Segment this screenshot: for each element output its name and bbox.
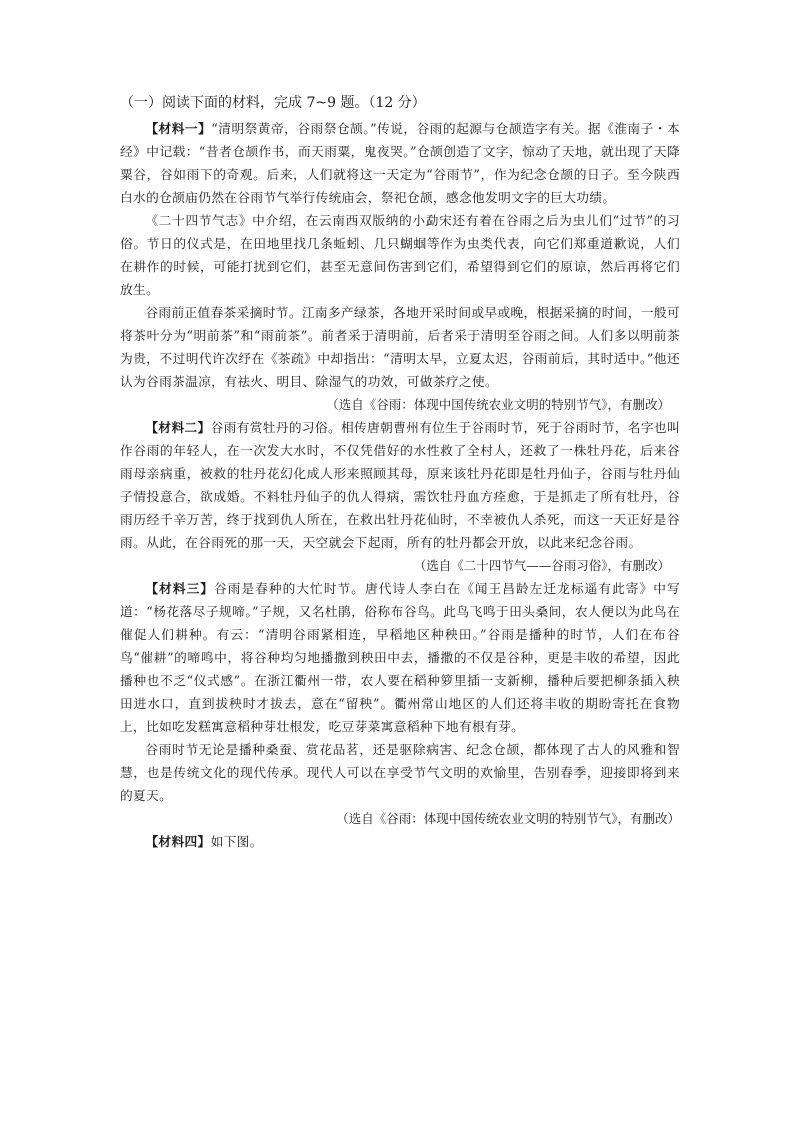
question-heading: （一）阅读下面的材料，完成 7~9 题。（12 分）: [120, 95, 426, 111]
material1-paragraph-2: 《二十四节气志》中介绍，在云南西双版纳的小勐宋还有着在谷雨之后为虫儿们“过节”的习俗。节日的仪式是，在田地里找几条蚯蚓、几只蝴蝈等作为虫类代表，向它们郑重道歉说，人们在耕作的时候，可能打扰到它们，甚至无意间伤害到它们，希望得到它们的原谅，然后再将它们放生。: [120, 213, 680, 297]
material1-paragraph-1: [120, 117, 680, 209]
material2-source: （选自《二十四节气——谷雨习俗》，有删改）: [413, 558, 670, 573]
material1-text-1: “清明祭黄帝，谷雨祭仓颉。”传说，谷雨的起源与仓颉造字有关。据《淮南子・本经》中记载：“昔者仓颉作书，而天雨粟，鬼夜哭。”仓颉创造了文字，惊动了天地，就出现了天降粟谷，谷如雨下的奇观。后来，人们就将这一天定为“谷雨节”，作为纪念仓颉的日子。至今陕西白水的仓颉庙仍然在谷雨节气举行传统庙会，祭祀仓颉，感念他发明文字的巨大功绩。: [120, 121, 681, 205]
material3-paragraph-2: 谷雨时节无论是播种桑蚕、赏花品茗，还是驱除病害、纪念仓颉，都体现了古人的风雅和智慧，也是传统文化的现代传承。现代人可以在享受节气文明的欢愉里，告别春季，迎接即将到来的夏天。: [120, 742, 680, 803]
material2-text-1: 谷雨有赏牡丹的习俗。相传唐朝曹州有位生于谷雨时节，死于谷雨时节，名字也叫作谷雨的年轻人，在一次发大水时，不仅凭借好的水性救了全村人，还救了一株牡丹花，后来谷雨母亲病重，被救的牡丹花幻化成人形来照顾其母，原来该牡丹花即是牡丹仙子，谷雨与牡丹仙子情投意合，欲成婚。不料牡丹仙子的仇人得病，需饮牡丹血方痊愈，于是抓走了所有牡丹，谷雨历经千辛万苦，终于找到仇人所在，在救出牡丹花仙时，不幸被仇人杀死，而这一天正好是谷雨。从此，在谷雨死的那一天，天空就会下起雨，所有的牡丹都会开放，以此来纪念谷雨。: [120, 420, 680, 550]
material3-paragraph-1: [120, 577, 680, 738]
material2-paragraph-1: [120, 416, 680, 554]
material4-paragraph: [120, 830, 680, 853]
material3-text-1: 谷雨是春种的大忙时节。唐代诗人李白在《闻王昌龄左迁龙标遥有此寄》中写道：“杨花落尽子规啼。”子规，又名杜鹃，俗称布谷鸟。此鸟飞鸣于田头桑间，农人便以为此鸟在催促人们耕种。有云：“清明谷雨紧相连，早稻地区种秧田。”谷雨是播种的时节，人们在布谷鸟“催耕”的啼鸣中，将谷种均匀地播撒到秧田中去，播撒的不仅是谷种，更是丰收的希望，因此播种也不乏“仪式感”。在浙江衢州一带，农人要在稻种箩里插一支新柳，播种后要把柳条插入秧田进水口，直到拔秧时才拔去，意在“留秧”。衢州常山地区的人们还将丰收的期盼寄托在食物上，比如吃发糕寓意稻种芽壮根发，吃豆芽菜寓意稻种下地有根有芽。: [120, 581, 681, 734]
material1-label: 【材料一】: [145, 121, 212, 136]
material1-source: （选自《谷雨：体现中国传统农业文明的特别节气》，有删改）: [326, 397, 670, 412]
material2-label: 【材料二】: [145, 420, 211, 435]
material1-paragraph-3: 谷雨前正值春茶采摘时节。江南多产绿茶，各地开采时间或早或晚，根据采摘的时间，一般可将茶叶分为“明前茶”和“雨前茶”。前者采于清明前，后者采于清明至谷雨之间。人们多以明前茶为贵，不过明代许次纾在《茶疏》中却指出：“清明太早，立夏太迟，谷雨前后，其时适中。”他还认为谷雨茶温凉，有祛火、明目、除湿气的功效，可做茶疗之使。: [120, 305, 680, 389]
material4-text: 如下图。: [210, 834, 263, 849]
exam-passage: [120, 92, 680, 853]
material3-source: （选自《谷雨：体现中国传统农业文明的特别节气》，有删改）: [336, 811, 680, 826]
material4-label: 【材料四】: [145, 834, 211, 849]
material3-label: 【材料三】: [145, 581, 215, 596]
